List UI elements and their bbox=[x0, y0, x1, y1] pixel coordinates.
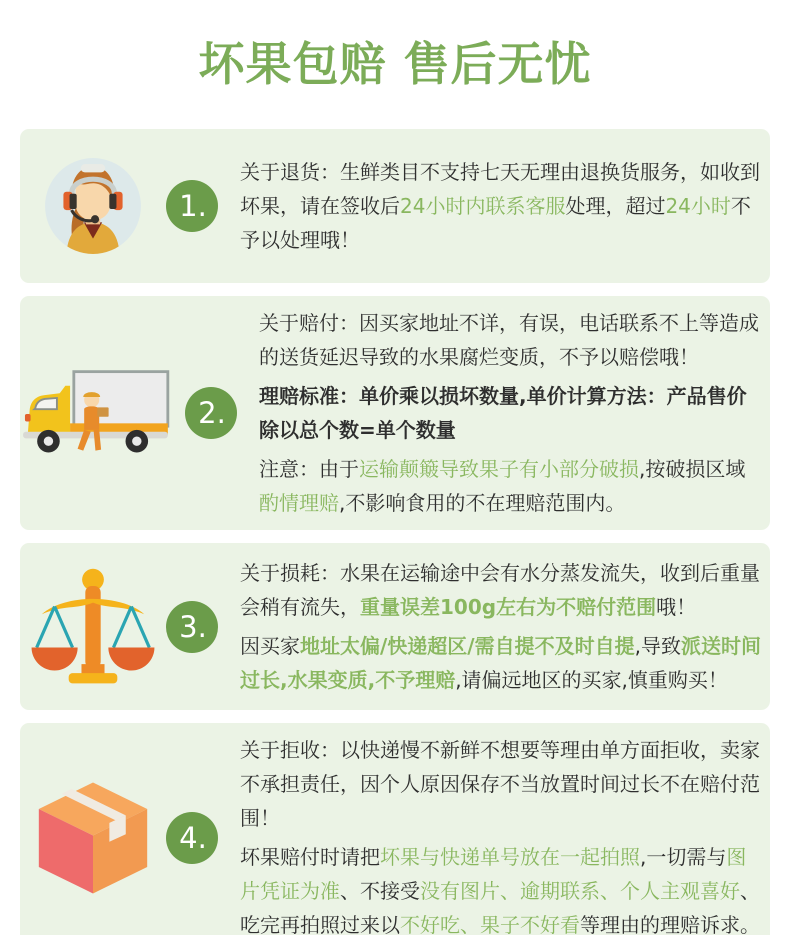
section-icon-wrap bbox=[20, 775, 166, 901]
balance-scale-icon bbox=[29, 563, 157, 691]
page-title: 坏果包赔 售后无忧 bbox=[198, 37, 592, 91]
policy-paragraph bbox=[240, 556, 762, 624]
section-number-badge: 1. bbox=[166, 180, 218, 232]
text-segment: 等理由的理赔诉求。 bbox=[580, 913, 760, 935]
highlighted-text: 派送时间过长,水果变质,不予理赔 bbox=[240, 634, 761, 693]
customer-service-icon bbox=[42, 155, 144, 257]
section-number-badge: 3. bbox=[166, 601, 218, 653]
highlighted-text: 酌情理赔 bbox=[259, 491, 339, 516]
delivery-truck-icon bbox=[20, 366, 185, 460]
text-segment: 关于损耗：水果在运输途中会有水分蒸发流失，收到后重量会稍有流失， bbox=[240, 561, 760, 620]
policy-paragraph bbox=[240, 629, 762, 697]
text-segment: 关于退货：生鲜类目不支持七天无理由退换货服务，如收到坏果，请在签收后 bbox=[240, 160, 760, 219]
section-number-badge: 2. bbox=[185, 387, 237, 439]
section-text bbox=[259, 306, 770, 520]
highlighted-text: 坏果与快递单号放在一起拍照 bbox=[380, 845, 640, 870]
policy-card bbox=[20, 723, 770, 935]
section-number-badge: 4. bbox=[166, 812, 218, 864]
policy-paragraph bbox=[240, 840, 762, 935]
text-segment: 理赔标准：单价乘以损坏数量,单价计算方法：产品售价除以总个数=单个数量 bbox=[259, 384, 747, 443]
section-icon-wrap bbox=[20, 366, 185, 460]
text-segment: 因买家 bbox=[240, 634, 300, 659]
policy-card bbox=[20, 129, 770, 283]
text-segment: 不予以处理哦！ bbox=[240, 194, 751, 253]
policy-card bbox=[20, 296, 770, 530]
highlighted-text: 24小时 bbox=[665, 194, 731, 219]
policy-paragraph bbox=[240, 155, 762, 257]
text-segment: ,一切需与 bbox=[640, 845, 727, 870]
highlighted-text: 地址太偏/快递超区/需自提不及时自提 bbox=[300, 634, 635, 659]
text-segment: 关于拒收：以快递慢不新鲜不想要等理由单方面拒收，卖家不承担责任，因个人原因保存不当放置时间过长不在赔付范围！ bbox=[240, 738, 760, 831]
text-segment: ,请偏远地区的买家,慎重购买！ bbox=[455, 668, 728, 693]
text-segment: 坏果赔付时请把 bbox=[240, 845, 380, 870]
text-segment: ,不影响食用的不在理赔范围内。 bbox=[339, 491, 626, 516]
highlighted-text: 运输颠簸导致果子有小部分破损 bbox=[359, 457, 639, 482]
highlighted-text: 图片凭证为准 bbox=[240, 845, 747, 904]
policy-card-list bbox=[0, 129, 790, 935]
section-text bbox=[240, 155, 770, 257]
text-segment: 关于赔付：因买家地址不详，有误，电话联系不上等造成的送货延迟导致的水果腐烂变质，不予以赔偿哦！ bbox=[259, 311, 759, 370]
text-segment: 处理，超过 bbox=[565, 194, 666, 219]
policy-paragraph bbox=[259, 306, 762, 374]
text-segment: 、不接受 bbox=[340, 879, 420, 904]
highlighted-text: 没有图片、逾期联系、个人主观喜好 bbox=[420, 879, 740, 904]
section-text bbox=[240, 556, 770, 697]
policy-card bbox=[20, 543, 770, 710]
highlighted-text: 重量误差100g左右为不赔付范围 bbox=[360, 595, 657, 620]
highlighted-text: 24小时内联系客服 bbox=[400, 194, 566, 219]
policy-paragraph bbox=[240, 733, 762, 835]
text-segment: 、吃完再拍照过来以 bbox=[240, 879, 760, 935]
highlighted-text: 不好吃、果子不好看 bbox=[400, 913, 580, 935]
policy-paragraph bbox=[259, 379, 762, 447]
section-icon-wrap bbox=[20, 563, 166, 691]
text-segment: 注意：由于 bbox=[259, 457, 359, 482]
section-icon-wrap bbox=[20, 155, 166, 257]
package-box-icon bbox=[30, 775, 156, 901]
policy-paragraph bbox=[259, 452, 762, 520]
section-text bbox=[240, 733, 770, 935]
text-segment: ,按破损区域 bbox=[639, 457, 746, 482]
text-segment: 哦！ bbox=[656, 595, 697, 620]
text-segment: ,导致 bbox=[634, 634, 681, 659]
